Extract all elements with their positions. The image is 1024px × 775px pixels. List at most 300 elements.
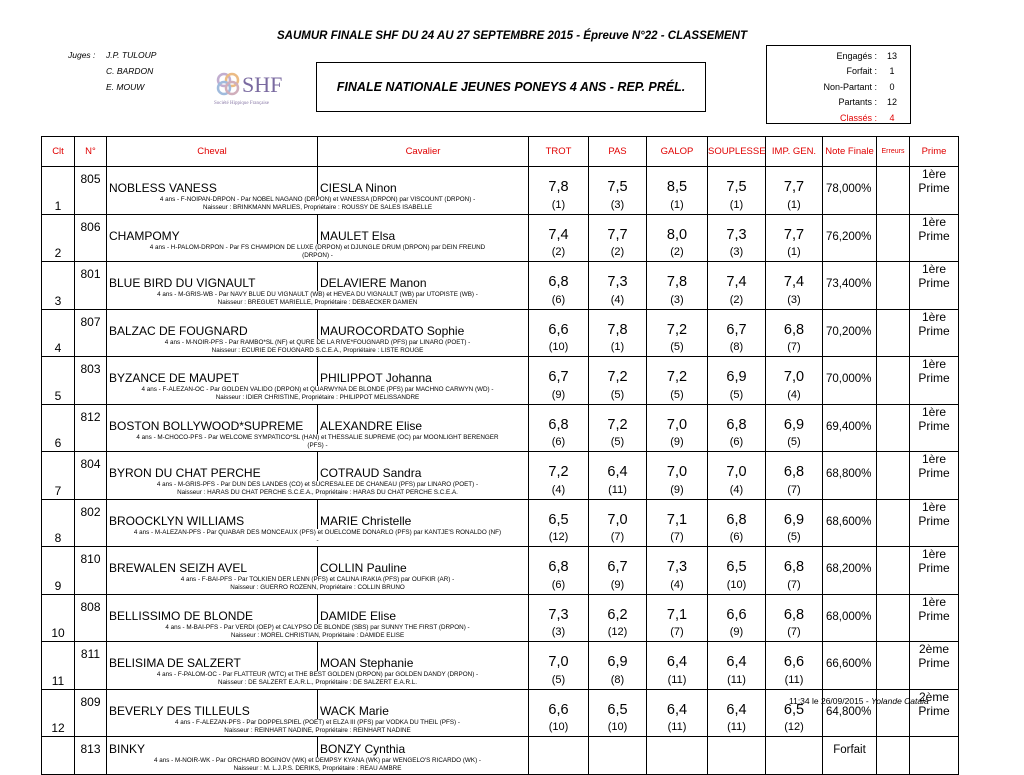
table-row-detail <box>42 339 959 357</box>
number-cell: 812 <box>75 404 107 452</box>
stat-label: Classés : <box>839 112 877 123</box>
column-header: Clt <box>42 137 75 167</box>
score-rank <box>647 757 708 775</box>
score-rank: (5) <box>766 529 823 547</box>
score-rank: (11) <box>589 481 647 499</box>
score-cell: 6,6 <box>529 689 589 719</box>
logo-text: SHF <box>242 72 283 97</box>
score-rank: (5) <box>708 386 766 404</box>
final-note: 76,200% <box>823 214 877 244</box>
errors-cell <box>877 357 910 387</box>
horse-info <box>107 576 529 594</box>
score-cell: 6,8 <box>766 309 823 339</box>
score-cell: 6,4 <box>647 689 708 719</box>
horse-info-line: 4 ans - F-ALEZAN-OC - Par GOLDEN VALIDO (DRPON) et QUARWYNA DE BLONDE (PFS) par MACHNO CARWYN (WD) - <box>141 386 494 393</box>
horse-name: BELISIMA DE SALZERT <box>107 642 318 672</box>
table-row-detail <box>42 719 959 737</box>
score-cell: 7,0 <box>529 642 589 672</box>
column-header: GALOP <box>647 137 708 167</box>
score-cell: 7,2 <box>647 357 708 387</box>
score-cell: 7,0 <box>589 499 647 529</box>
score-cell: 7,4 <box>766 262 823 292</box>
score-cell: 6,7 <box>708 309 766 339</box>
score-rank: (4) <box>529 481 589 499</box>
score-rank: (6) <box>708 529 766 547</box>
score-rank: (3) <box>766 291 823 309</box>
horse-info-line: Naisseur : ECURIE DE FOUGNARD S.C.E.A., Propriétaire : LISTE ROUGE <box>211 346 424 354</box>
horse-name: BREWALEN SEIZH AVEL <box>107 547 318 577</box>
score-cell: 6,6 <box>529 309 589 339</box>
empty-cell <box>910 576 959 594</box>
rider-name: DAMIDE Elise <box>318 594 529 624</box>
score-cell: 6,9 <box>766 499 823 529</box>
number-cell: 804 <box>75 452 107 500</box>
footer-author: Yolande Catala <box>871 696 929 706</box>
column-header: Prime <box>910 137 959 167</box>
score-rank: (1) <box>529 196 589 214</box>
score-rank <box>589 757 647 775</box>
horse-info-line: 4 ans - M-NOIR-WK - Par ORCHARD BOGINOV (WK) et DEMPSY KYANA (WK) par WENGELO'S RICARDO (WK) - <box>153 756 482 764</box>
prime-cell: 1ère Prime <box>910 214 959 244</box>
errors-cell <box>877 642 910 672</box>
score-rank: (3) <box>529 624 589 642</box>
horse-info-line: Naisseur : DE SALZERT E.A.R.L., Propriétaire : DE SALZERT E.A.R.L. <box>217 679 417 686</box>
horse-info-line: Naisseur : GUERRO ROZENN, Propriétaire : COLLIN BRUNO <box>230 584 405 591</box>
empty-cell <box>877 719 910 737</box>
score-rank: (7) <box>766 481 823 499</box>
score-rank: (1) <box>708 196 766 214</box>
rider-name: ALEXANDRE Elise <box>318 404 529 434</box>
score-cell <box>589 737 647 757</box>
score-cell: 7,0 <box>647 404 708 434</box>
horse-name: NOBLESS VANESS <box>107 167 318 197</box>
score-rank <box>766 757 823 775</box>
empty-cell <box>910 719 959 737</box>
empty-cell <box>910 481 959 499</box>
empty-cell <box>877 434 910 452</box>
score-rank: (3) <box>647 291 708 309</box>
horse-info <box>107 719 529 737</box>
rider-name: MARIE Christelle <box>318 499 529 529</box>
number-cell: 810 <box>75 547 107 595</box>
empty-cell <box>877 671 910 689</box>
final-note: 68,200% <box>823 547 877 577</box>
horse-info-line: 4 ans - F-BAI-PFS - Par TOLKIEN DER LENN (PFS) et CALINA IRAKIA (PFS) par OUFKIR (AR) - <box>180 576 455 583</box>
table-row <box>42 404 959 434</box>
empty-cell <box>823 244 877 262</box>
score-rank: (11) <box>708 671 766 689</box>
number-cell: 809 <box>75 689 107 737</box>
score-cell: 7,7 <box>589 214 647 244</box>
score-cell: 6,6 <box>708 594 766 624</box>
final-note: 70,000% <box>823 357 877 387</box>
shf-logo <box>212 66 308 108</box>
horse-name: BINKY <box>107 737 318 757</box>
table-row-detail <box>42 757 959 775</box>
horse-info <box>107 434 529 452</box>
horse-info <box>107 757 529 775</box>
rank-cell: 6 <box>42 404 75 452</box>
horse-info <box>107 624 529 642</box>
score-rank: (4) <box>647 576 708 594</box>
empty-cell <box>823 196 877 214</box>
horse-name: BYRON DU CHAT PERCHE <box>107 452 318 482</box>
errors-cell <box>877 167 910 197</box>
score-rank: (4) <box>766 386 823 404</box>
score-cell: 6,4 <box>708 642 766 672</box>
horse-info-line: Naisseur : REINHART NADINE, Propriétaire : REINHART NADINE <box>224 726 411 734</box>
empty-cell <box>877 291 910 309</box>
table-row-detail <box>42 434 959 452</box>
score-cell: 6,8 <box>708 499 766 529</box>
score-cell: 7,3 <box>589 262 647 292</box>
table-row-detail <box>42 481 959 499</box>
score-rank: (5) <box>589 434 647 452</box>
empty-cell <box>823 576 877 594</box>
stat-label: Non-Partant : <box>823 81 877 92</box>
table-row <box>42 214 959 244</box>
score-rank: (1) <box>647 196 708 214</box>
column-header: PAS <box>589 137 647 167</box>
column-header: TROT <box>529 137 589 167</box>
horse-info-line: 4 ans - M-GRIS-WB - Par NAVY BLUE DU VIGNAULT (WB) et HEVEA DU VIGNAULT (WB) par UTOPISTE (WB) - <box>157 291 478 298</box>
table-row-detail <box>42 576 959 594</box>
rider-name: DELAVIERE Manon <box>318 262 529 292</box>
empty-cell <box>823 291 877 309</box>
score-rank: (2) <box>529 244 589 262</box>
stat-label: Partants : <box>838 97 877 108</box>
column-header: SOUPLESSE <box>708 137 766 167</box>
rider-name: MAULET Elsa <box>318 214 529 244</box>
score-cell: 7,2 <box>529 452 589 482</box>
score-rank: (6) <box>529 576 589 594</box>
score-rank: (10) <box>589 719 647 737</box>
horse-info-line: (PFS) - <box>307 441 328 449</box>
stat-value: 1 <box>889 66 895 77</box>
number-cell: 813 <box>75 737 107 775</box>
score-rank: (7) <box>589 529 647 547</box>
horse-info <box>107 339 529 357</box>
horse-name: BEVERLY DES TILLEULS <box>107 689 318 719</box>
score-cell: 6,8 <box>529 547 589 577</box>
errors-cell <box>877 214 910 244</box>
number-cell: 806 <box>75 214 107 262</box>
horse-name: BYZANCE DE MAUPET <box>107 357 318 387</box>
score-rank: (2) <box>589 244 647 262</box>
horse-name: BELLISSIMO DE BLONDE <box>107 594 318 624</box>
horse-info-line: (DRPON) - <box>302 251 333 259</box>
table-row <box>42 262 959 292</box>
table-row-detail <box>42 386 959 404</box>
empty-cell <box>823 624 877 642</box>
score-cell: 6,9 <box>589 642 647 672</box>
table-row-detail <box>42 671 959 689</box>
stat-row <box>767 48 910 64</box>
stat-row <box>767 110 910 126</box>
horse-name: BOSTON BOLLYWOOD*SUPREME <box>107 404 318 434</box>
number-cell: 802 <box>75 499 107 547</box>
score-cell: 6,4 <box>708 689 766 719</box>
column-header: Erreurs <box>877 137 910 167</box>
score-cell: 6,2 <box>589 594 647 624</box>
judges-block <box>68 47 156 95</box>
table-row <box>42 547 959 577</box>
empty-cell <box>877 196 910 214</box>
errors-cell <box>877 737 910 757</box>
final-note: 68,800% <box>823 452 877 482</box>
stat-value: 0 <box>889 81 895 92</box>
score-cell <box>647 737 708 757</box>
errors-cell <box>877 309 910 339</box>
horse-info <box>107 671 529 689</box>
rider-name: WACK Marie <box>318 689 529 719</box>
horse-info-line: 4 ans - H-PALOM-DRPON - Par FS CHAMPION DE LUXE (DRPON) et DJUNGLE DRUM (DRPON) par DEIN FREUND <box>149 243 486 251</box>
score-rank: (12) <box>529 529 589 547</box>
prime-cell: 1ère Prime <box>910 357 959 387</box>
empty-cell <box>823 386 877 404</box>
prime-cell: 1ère Prime <box>910 499 959 529</box>
rank-cell: 5 <box>42 357 75 405</box>
rank-cell: 1 <box>42 167 75 215</box>
empty-cell <box>910 196 959 214</box>
stats-box <box>766 45 911 124</box>
score-cell: 6,5 <box>589 689 647 719</box>
horse-info <box>107 196 529 214</box>
score-cell: 7,2 <box>647 309 708 339</box>
score-rank: (2) <box>708 291 766 309</box>
column-header: Cavalier <box>318 137 529 167</box>
final-note: 64,800% <box>823 689 877 719</box>
score-cell <box>766 737 823 757</box>
score-rank: (1) <box>766 196 823 214</box>
judge-name: E. MOUW <box>106 82 145 92</box>
horse-info-line: Naisseur : BREGUET MARIELLE, Propriétaire : DEBAECKER DAMIEN <box>217 299 418 306</box>
empty-cell <box>877 244 910 262</box>
horse-info-line: 4 ans - M-CHOCO-PFS - Par WELCOME SYMPATICO*SL (HAN) et THESSALIE SUPREME (OC) par MOONLIGHT BERENGER <box>136 433 499 441</box>
stat-row <box>767 79 910 95</box>
score-rank: (4) <box>708 481 766 499</box>
score-cell: 7,8 <box>529 167 589 197</box>
results-table <box>41 136 959 775</box>
score-rank: (5) <box>647 339 708 357</box>
column-header: Cheval <box>107 137 318 167</box>
score-cell: 8,0 <box>647 214 708 244</box>
rank-cell <box>42 737 75 775</box>
prime-cell: 1ère Prime <box>910 594 959 624</box>
table-row <box>42 499 959 529</box>
score-cell: 7,8 <box>589 309 647 339</box>
score-cell: 7,3 <box>708 214 766 244</box>
prime-cell: 1ère Prime <box>910 262 959 292</box>
score-rank: (9) <box>647 481 708 499</box>
score-rank: (7) <box>766 576 823 594</box>
final-note: 69,400% <box>823 404 877 434</box>
errors-cell <box>877 594 910 624</box>
score-cell: 6,8 <box>529 262 589 292</box>
score-rank: (6) <box>529 291 589 309</box>
number-cell: 803 <box>75 357 107 405</box>
score-cell: 6,4 <box>647 642 708 672</box>
score-rank: (5) <box>647 386 708 404</box>
score-cell: 7,5 <box>589 167 647 197</box>
empty-cell <box>823 481 877 499</box>
empty-cell <box>910 386 959 404</box>
prime-cell: 1ère Prime <box>910 547 959 577</box>
empty-cell <box>877 529 910 547</box>
score-rank: (3) <box>589 196 647 214</box>
rider-name: COLLIN Pauline <box>318 547 529 577</box>
rank-cell: 3 <box>42 262 75 310</box>
empty-cell <box>823 434 877 452</box>
horse-info <box>107 386 529 404</box>
table-row-detail <box>42 291 959 309</box>
rider-name: MOAN Stephanie <box>318 642 529 672</box>
score-cell: 7,1 <box>647 499 708 529</box>
score-rank <box>708 757 766 775</box>
score-rank: (7) <box>766 339 823 357</box>
prime-cell: 2ème Prime <box>910 642 959 672</box>
horse-info-line: Naisseur : BRINKMANN MARLIES, Propriétaire : ROUSSY DE SALES ISABELLE <box>202 204 433 211</box>
score-cell: 6,8 <box>766 452 823 482</box>
table-row-detail <box>42 244 959 262</box>
logo-subtitle: Société Hippique Française <box>214 101 269 106</box>
empty-cell <box>910 757 959 775</box>
score-cell: 6,8 <box>766 594 823 624</box>
score-rank: (11) <box>647 719 708 737</box>
column-header: N° <box>75 137 107 167</box>
rank-cell: 7 <box>42 452 75 500</box>
rider-name: BONZY Cynthia <box>318 737 529 757</box>
score-rank: (6) <box>529 434 589 452</box>
score-rank: (10) <box>529 339 589 357</box>
horse-name: BLUE BIRD DU VIGNAULT <box>107 262 318 292</box>
empty-cell <box>910 529 959 547</box>
score-cell: 6,9 <box>708 357 766 387</box>
horse-name: BALZAC DE FOUGNARD <box>107 309 318 339</box>
table-row <box>42 452 959 482</box>
empty-cell <box>910 291 959 309</box>
empty-cell <box>877 481 910 499</box>
score-cell: 6,6 <box>766 642 823 672</box>
score-cell: 7,7 <box>766 167 823 197</box>
empty-cell <box>823 529 877 547</box>
number-cell: 811 <box>75 642 107 690</box>
empty-cell <box>823 339 877 357</box>
score-cell: 6,4 <box>589 452 647 482</box>
stat-label: Forfait : <box>846 66 877 77</box>
rank-cell: 2 <box>42 214 75 262</box>
stat-row <box>767 95 910 111</box>
stat-row <box>767 64 910 80</box>
table-row <box>42 167 959 197</box>
horse-info <box>107 481 529 499</box>
horse-info-line: - <box>316 536 319 544</box>
score-cell: 6,5 <box>766 689 823 719</box>
column-header: IMP. GEN. <box>766 137 823 167</box>
final-note: Forfait <box>823 737 877 757</box>
horse-info-line: Naisseur : M. L.J.P.S. DERIKS, Propriétaire : REAU AMBRE <box>233 764 402 772</box>
score-cell <box>529 737 589 757</box>
column-header: Note Finale <box>823 137 877 167</box>
table-row <box>42 309 959 339</box>
table-row-detail <box>42 529 959 547</box>
table-row <box>42 357 959 387</box>
horse-name: BROOCKLYN WILLIAMS <box>107 499 318 529</box>
prime-cell <box>910 737 959 757</box>
score-cell: 7,0 <box>766 357 823 387</box>
score-rank: (12) <box>589 624 647 642</box>
empty-cell <box>910 244 959 262</box>
score-rank: (3) <box>708 244 766 262</box>
footer-time: 11:34 le 26/09/2015 - <box>789 696 872 706</box>
score-rank: (11) <box>647 671 708 689</box>
score-rank: (1) <box>766 244 823 262</box>
score-cell: 7,0 <box>708 452 766 482</box>
score-cell: 6,8 <box>708 404 766 434</box>
score-rank: (9) <box>708 624 766 642</box>
horse-info-line: Naisseur : HARAS DU CHAT PERCHE S.C.E.A., Propriétaire : HARAS DU CHAT PERCHE S.C.E.A. <box>177 489 458 496</box>
score-rank: (12) <box>766 719 823 737</box>
score-rank: (10) <box>708 576 766 594</box>
rider-name: CIESLA Ninon <box>318 167 529 197</box>
score-cell: 7,3 <box>529 594 589 624</box>
number-cell: 807 <box>75 309 107 357</box>
final-note: 68,600% <box>823 499 877 529</box>
score-rank: (9) <box>589 576 647 594</box>
horse-name: CHAMPOMY <box>107 214 318 244</box>
score-cell: 7,5 <box>708 167 766 197</box>
horse-info-line: 4 ans - F-NOIPAN-DRPON - Par NOBEL NAGANO (DRPON) et VANESSA (DRPON) par VISCOUNT (DRPON) - <box>159 196 476 203</box>
empty-cell <box>877 624 910 642</box>
horse-info <box>107 529 529 547</box>
stat-value: 12 <box>886 97 897 108</box>
number-cell: 805 <box>75 167 107 215</box>
table-row <box>42 737 959 757</box>
score-cell: 7,8 <box>647 262 708 292</box>
number-cell: 808 <box>75 594 107 642</box>
number-cell: 801 <box>75 262 107 310</box>
rider-name: PHILIPPOT Johanna <box>318 357 529 387</box>
rank-cell: 9 <box>42 547 75 595</box>
score-rank: (2) <box>647 244 708 262</box>
score-rank <box>529 757 589 775</box>
stat-value: 13 <box>886 50 897 61</box>
final-note: 66,600% <box>823 642 877 672</box>
final-note: 68,000% <box>823 594 877 624</box>
prime-cell: 1ère Prime <box>910 309 959 339</box>
judge-name: J.P. TULOUP <box>106 50 157 60</box>
horse-info-line: Naisseur : MOREL CHRISTIAN, Propriétaire : DAMIDE ELISE <box>230 631 405 639</box>
score-cell: 8,5 <box>647 167 708 197</box>
score-cell: 6,9 <box>766 404 823 434</box>
score-rank: (9) <box>647 434 708 452</box>
score-rank: (5) <box>766 434 823 452</box>
rider-name: COTRAUD Sandra <box>318 452 529 482</box>
horse-info <box>107 291 529 309</box>
table-row <box>42 594 959 624</box>
horse-info-line: 4 ans - F-PALOM-OC - Par FLATTEUR (WTC) et THE BEST GOLDEN (DRPON) par GOLDEN DANDY (DRPON) - <box>156 671 479 678</box>
final-note: 73,400% <box>823 262 877 292</box>
errors-cell <box>877 547 910 577</box>
errors-cell <box>877 499 910 529</box>
horse-info-line: 4 ans - M-ALEZAN-PFS - Par QUABAR DES MONCEAUX (PFS) et OUELCOME DONARLO (PFS) par KANTJE'S RONALDO (NF) <box>133 528 502 536</box>
page-title: SAUMUR FINALE SHF DU 24 AU 27 SEPTEMBRE 2015 - Épreuve N°22 - CLASSEMENT <box>276 30 748 42</box>
score-cell: 6,7 <box>589 547 647 577</box>
empty-cell <box>823 671 877 689</box>
prime-cell: 1ère Prime <box>910 452 959 482</box>
table-row-detail <box>42 196 959 214</box>
score-cell: 7,0 <box>647 452 708 482</box>
